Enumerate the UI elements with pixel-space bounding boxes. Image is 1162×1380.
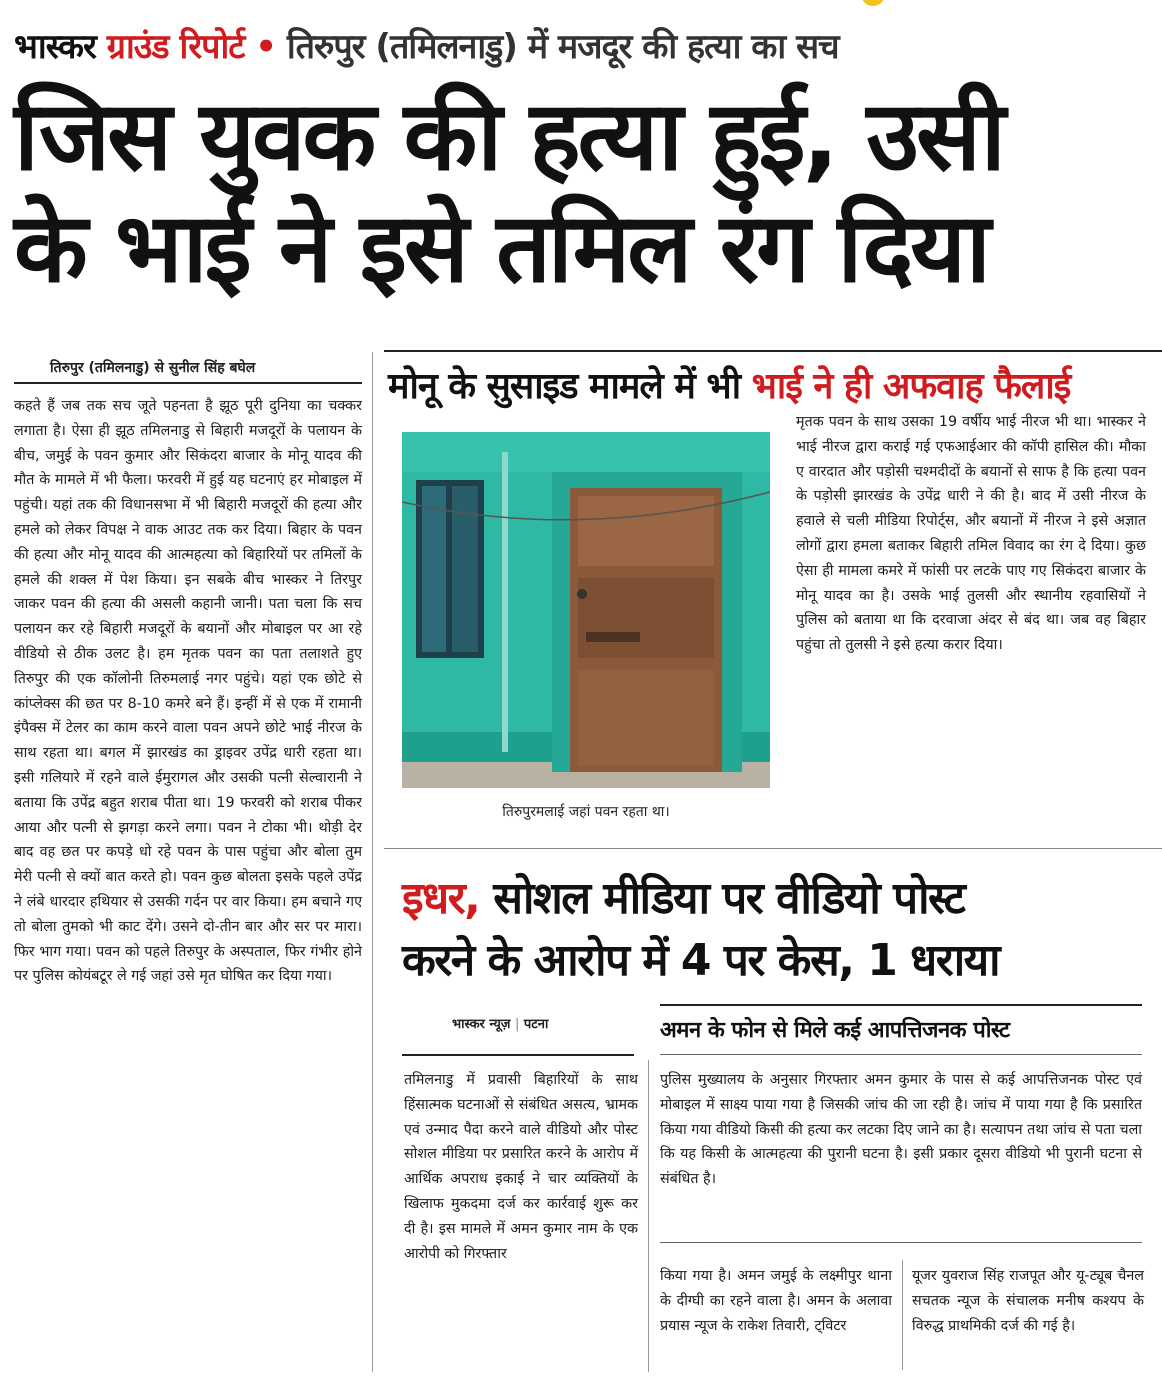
divider	[384, 848, 1162, 849]
divider	[660, 1242, 1142, 1243]
agency-name: भास्कर न्यूज़	[452, 1017, 511, 1032]
second-headline-red: इधर,	[402, 873, 480, 924]
kicker-topic: तिरुपुर (तमिलनाडु) में मजदूर की हत्या का सच	[286, 27, 839, 67]
sun-graphic	[848, 0, 898, 8]
photo-caption: तिरुपुरमलाई जहां पवन रहता था।	[502, 804, 670, 820]
second-headline-line-1: सोशल मीडिया पर वीडियो पोस्ट	[493, 873, 965, 924]
bottom-column-3: यूजर युवराज सिंह राजपूत और यू-ट्यूब चैनल सचतक न्यूज के संचालक मनीष कश्यप के विरुद्ध प्राथमिकी दर्ज की गई है।	[912, 1268, 1144, 1334]
divider	[660, 1054, 1142, 1055]
byline: तिरुपुर (तमिलनाडु) से सुनील सिंह बघेल	[50, 360, 256, 376]
bottom-column-2: किया गया है। अमन जमुई के लक्ष्मीपुर थाना के दीग्घी का रहने वाला है। अमन के अलावा प्रयास न्यूज के राकेश तिवारी, ट्विटर	[660, 1268, 892, 1334]
divider	[14, 382, 362, 384]
dateline-place: पटना	[523, 1017, 549, 1032]
second-headline-line-2: करने के आरोप में 4 पर केस, 1 धराया	[402, 935, 1000, 986]
bottom-column-1: तमिलनाडु में प्रवासी बिहारियों के साथ हिंसात्मक घटनाओं से संबंधित असत्य, भ्रामक एवं उन्माद पैदा करने वाले वीडियो और पोस्ट सोशल मीडिया पर प्रसारित करने के आरोप में आर्थिक अपराध इकाई ने चार व्यक्तियों के खिलाफ मुकदमा दर्ज कर कार्रवाई शुरू कर दी है। इस मामले में अमन कुमार नाम के एक आरोपी को गिरफ्तार	[404, 1072, 638, 1262]
sub-headline-black: मोनू के सुसाइड मामले में भी	[388, 366, 741, 407]
divider	[402, 1054, 634, 1056]
kicker-line	[14, 22, 1154, 66]
second-byline	[452, 1014, 652, 1032]
box-text: पुलिस मुख्यालय के अनुसार गिरफ्तार अमन कुमार के पास से कई आपत्तिजनक पोस्ट एवं मोबाइल में साक्ष्य पाया गया है जिसकी जांच की जा रही है। जांच में पाया गया है कि प्रसारित किया गया वीडियो किसी की हत्या कर लटका दिए जाने का है। सत्यापन तथा जांच से पता चला कि यह किसी के आत्महत्या की पुरानी घटना है। इसी प्रकार दूसरा वीडियो भी पुरानी घटना से संबंधित है।	[660, 1072, 1142, 1188]
headline-line-2: के भाई ने इसे तमिल रंग दिया	[14, 192, 988, 304]
left-column-text: कहते हैं जब तक सच जूते पहनता है झूठ पूरी दुनिया का चक्कर लगाता है। ऐसा ही झूठ तमिलनाडु से बिहारी मजदूरों के पलायन के बीच, जमुई के पवन कुमार और सिकंदरा बाजार के मोनू यादव की मौत के मामले में भी फैला। फरवरी में हुई यह घटनाएं हर मोबाइल में पहुंची। यहां तक की विधानसभा में भी बिहारी मजदूरों की हत्या और हमले को लेकर विपक्ष ने वाक आउट तक कर दिया। बिहार के पवन की हत्या और मोनू यादव की आत्महत्या को बिहारियों पर तमिलों के हमले की शक्ल में पेश किया। इन सबके बीच भास्कर ने तिरपुर जाकर पवन की हत्या की असली कहानी जानी। पता चला कि सच पलायन कर रहे बिहारी मजदूरों के बयानों और मोबाइल पर आ रहे वीडियो से ठीक उलट है। हम मृतक पवन का पता तलाशते हुए तिरुपुर की एक कॉलोनी तिरुमलाई नगर पहुंचे। यहां एक छोटे से कांप्लेक्स की छत पर 8-10 कमरे बने हैं। इन्हीं में से एक में रामानी इंपैक्स में टेलर का काम करने वाला पवन अपने छोटे भाई नीरज के साथ रहता था। बगल में झारखंड का ड्राइवर उपेंद्र धारी रहता था। इसी गलियारे में रहने वाले ईमुरागल और उसकी पत्नी सेल्वारानी ने बताया कि उपेंद्र बहुत शराब पीता था। 19 फरवरी को शराब पीकर आया और पत्नी से झगड़ा करने लगा। पवन ने टोका भी। थोड़ी देर बाद वह छत पर कपड़े धो रहे पवन के पास पहुंचा और बोला तुम मेरी पत्नी से क्यों बात करते हो। पवन कुछ बोलता इसके पहले उपेंद्र ने लंबे धारदार हथियार से उसकी गर्दन पर वार किया। हम बचाने गए तो बोला तुमको भी काट देंगे। उसने दो-तीन बार और सर पर मारा। फिर भाग गया। पवन को पहले तिरुपुर के अस्पताल, फिर गंभीर होने पर पुलिस कोयंबटूर ले गई जहां उसे मृत घोषित कर दिया गया।	[14, 398, 362, 985]
second-headline	[402, 868, 1162, 992]
sub-headline	[388, 360, 1162, 409]
column-divider	[902, 1260, 903, 1370]
brand-name: भास्कर	[14, 27, 96, 67]
house-door-photo	[402, 432, 770, 788]
divider	[660, 1004, 1142, 1006]
sub-headline-red: भाई ने ही अफवाह फैलाई	[751, 366, 1071, 407]
byline-separator: |	[514, 1017, 520, 1032]
right-column-text: मृतक पवन के साथ उसका 19 वर्षीय भाई नीरज भी था। भास्कर ने भाई नीरज द्वारा कराई गई एफआईआर की कॉपी हासिल की। मौका ए वारदात और पड़ोसी चश्मदीदों के बयानों से साफ है कि हत्या पवन के पड़ोसी झारखंड के उपेंद्र धारी ने की है। बाद में उसी नीरज के हवाले से चली मीडिया रिपोर्ट्स, और बयानों में नीरज ने इसे अज्ञात लोगों द्वारा हमला बताकर बिहारी तमिल विवाद का रंग दे दिया। कुछ ऐसा ही मामला कमरे में फांसी पर लटके पाए गए सिकंदरा बाजार के मोनू यादव का है। उसके भाई तुलसी और स्थानीय रहवासियों ने पुलिस को बताया था कि दरवाजा अंदर से बंद था। जब वह बिहार पहुंचा तो तुलसी ने इसे हत्या करार दिया।	[796, 414, 1146, 654]
main-headline	[14, 80, 1154, 304]
divider	[384, 350, 1162, 352]
column-divider	[648, 1060, 649, 1372]
kicker-bullet: •	[255, 27, 276, 67]
section-label: ग्राउंड रिपोर्ट	[106, 27, 245, 67]
headline-line-1: जिस युवक की हत्या हुई, उसी	[14, 80, 1003, 192]
column-divider	[372, 352, 373, 1372]
box-title: अमन के फोन से मिले कई आपत्तिजनक पोस्ट	[660, 1018, 1010, 1043]
